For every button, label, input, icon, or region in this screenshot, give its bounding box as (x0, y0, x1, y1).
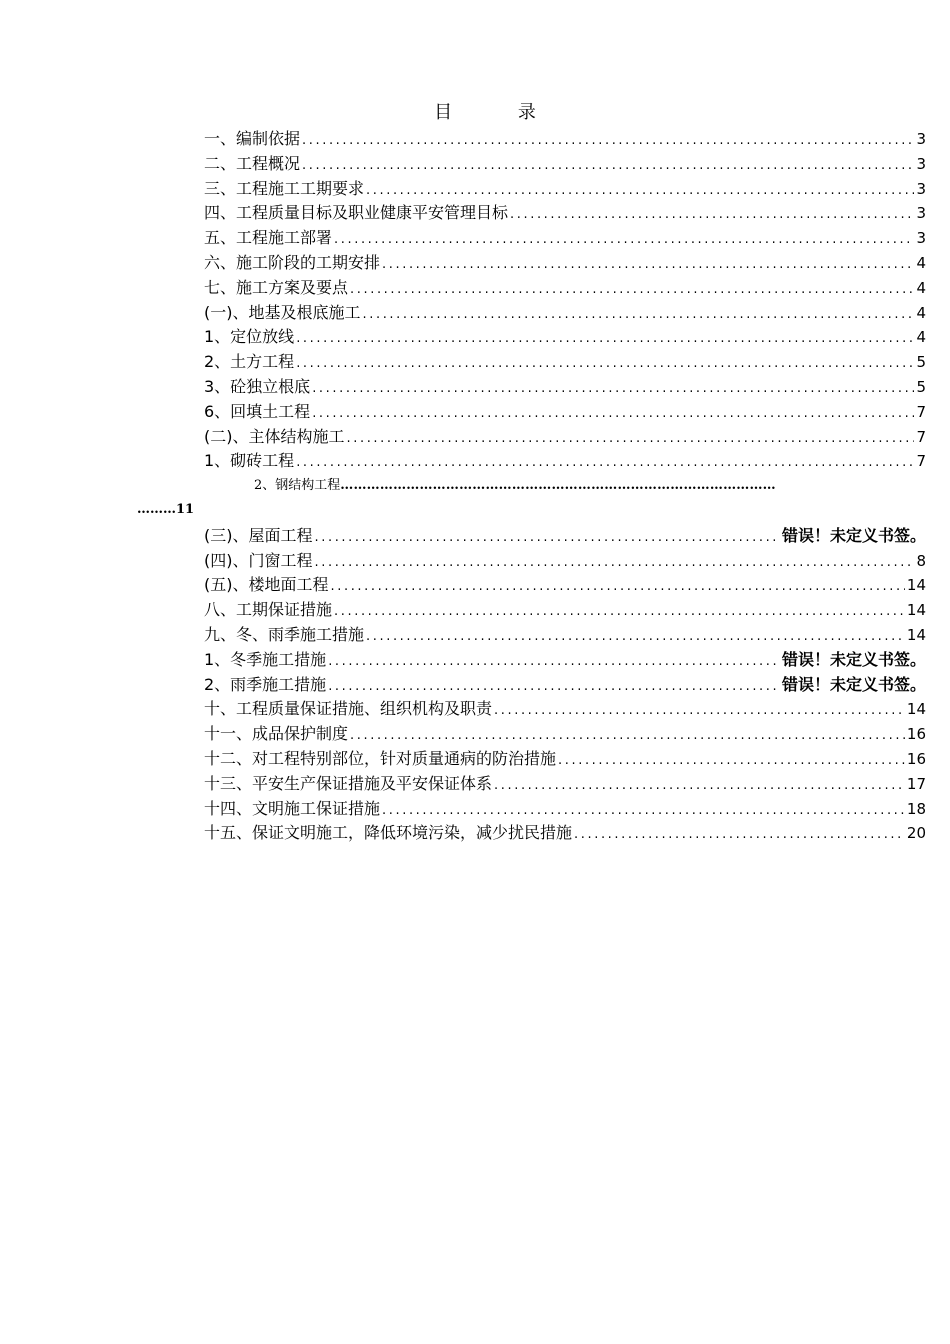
toc-entry-page: 3 (916, 179, 926, 198)
toc-entry-page: 14 (906, 625, 926, 644)
toc-entry[interactable] (204, 201, 926, 226)
toc-entry[interactable] (204, 425, 926, 450)
toc-entry-error: 错误！未定义书签。 (781, 674, 926, 694)
toc-entry[interactable] (204, 648, 926, 673)
toc-entry-text: 2、雨季施工措施 (204, 674, 327, 694)
toc-group-a (204, 127, 926, 474)
toc-entry-text: 十、工程质量保证措施、组织机构及职责 (204, 699, 493, 719)
toc-entry-page: 20 (906, 824, 926, 843)
toc-entry[interactable] (204, 524, 926, 549)
toc-entry-page: 3 (916, 229, 926, 248)
toc-entry-page: 4 (916, 303, 926, 322)
toc-entry-text: 1、冬季施工措施 (204, 649, 327, 669)
toc-entry-page: 8 (916, 551, 926, 570)
toc-entry[interactable] (204, 375, 926, 400)
toc-leader-dots (310, 377, 914, 400)
toc-entry-steel-structure[interactable] (204, 474, 926, 499)
toc-entry-text: 十二、对工程特别部位，针对质量通病的防治措施 (204, 748, 557, 768)
toc-entry-text: 十四、文明施工保证措施 (204, 798, 381, 818)
toc-entry-page: 4 (916, 328, 926, 347)
toc-leader-dots (313, 526, 780, 549)
toc-leader-dots (332, 600, 905, 623)
toc-leader-dots (300, 154, 914, 177)
toc-leader-dots (361, 303, 915, 326)
toc-entry-text: 6、回填土工程 (204, 401, 311, 421)
toc-entry[interactable] (204, 573, 926, 598)
toc-entry-page: 7 (916, 402, 926, 421)
toc-leader-dots (326, 650, 780, 673)
toc-wrap-spacer (204, 499, 926, 524)
toc-leader-dots (345, 427, 915, 450)
toc-entry[interactable] (204, 325, 926, 350)
toc-entry-page: 17 (906, 774, 926, 793)
toc-leader-dots (492, 774, 905, 797)
toc-entry-text: 2、土方工程 (204, 352, 295, 372)
toc-entry-page: 7 (916, 452, 926, 471)
toc-entry[interactable] (204, 598, 926, 623)
toc-entry-page: 3 (916, 204, 926, 223)
toc-entry[interactable] (204, 152, 926, 177)
toc-entry-text: 十五、保证文明施工，降低环境污染，减少扰民措施 (204, 823, 573, 843)
toc-entry[interactable] (204, 400, 926, 425)
toc-entry-page: 16 (906, 749, 926, 768)
toc-leader-dots (294, 352, 914, 375)
toc-entry-text: 1、定位放线 (204, 327, 295, 347)
toc-entry-text: (一)、地基及根底施工 (204, 302, 361, 322)
toc-entry-text: 十一、成品保护制度 (204, 724, 349, 744)
toc-leader-dots (294, 451, 914, 474)
toc-entry-page: 14 (906, 576, 926, 595)
toc-entry[interactable] (204, 821, 926, 846)
toc-entry[interactable] (204, 276, 926, 301)
toc-leader-dots (492, 699, 905, 722)
toc-leader-dots (348, 724, 905, 747)
toc-entry[interactable] (204, 549, 926, 574)
toc-entry-page: 3 (916, 154, 926, 173)
toc-entry[interactable] (204, 449, 926, 474)
toc-entry[interactable] (204, 127, 926, 152)
toc-leader-dots (364, 625, 905, 648)
toc-group-b (204, 524, 926, 846)
toc-entry[interactable] (204, 747, 926, 772)
toc-entry-page: 4 (916, 278, 926, 297)
toc-entry-text: (二)、主体结构施工 (204, 426, 345, 446)
toc-entry-page: 3 (916, 130, 926, 148)
toc-leader-dots: ……………………………………………………………………………………… (340, 478, 776, 494)
toc-leader-dots (508, 203, 914, 226)
toc-entry-page: 16 (906, 725, 926, 744)
toc-entry[interactable] (204, 772, 926, 797)
toc-entry-text: 四、工程质量目标及职业健康平安管理目标 (204, 203, 509, 223)
toc-entry[interactable] (204, 623, 926, 648)
toc-entry-page: 4 (916, 253, 926, 272)
toc-entry-page: 14 (906, 700, 926, 719)
toc-entry-text: 十三、平安生产保证措施及平安保证体系 (204, 773, 493, 793)
toc-entry-text: 七、施工方案及要点 (204, 277, 349, 297)
toc-entry[interactable] (204, 350, 926, 375)
toc-leader-dots (572, 823, 905, 846)
toc-entry[interactable] (204, 177, 926, 202)
toc-leader-dots (556, 749, 905, 772)
toc-entry-error: 错误！未定义书签。 (781, 649, 926, 669)
toc-leader-dots (364, 179, 914, 202)
toc-leader-dots (329, 575, 905, 598)
toc-leader-dots (300, 129, 914, 152)
toc-entry-page: 18 (906, 799, 926, 818)
toc-entry[interactable] (204, 722, 926, 747)
toc-leader-dots (332, 228, 914, 251)
table-of-contents (204, 127, 926, 846)
toc-entry-text: 六、施工阶段的工期安排 (204, 252, 381, 272)
toc-leader-dots (380, 253, 914, 276)
toc-entry-text: 1、砌砖工程 (204, 451, 295, 471)
toc-entry-text: 三、工程施工工期要求 (204, 178, 365, 198)
toc-entry[interactable] (204, 797, 926, 822)
toc-entry[interactable] (204, 697, 926, 722)
toc-entry-text: 九、冬、雨季施工措施 (204, 624, 365, 644)
toc-entry-text: (四)、门窗工程 (204, 550, 313, 570)
toc-entry[interactable] (204, 673, 926, 698)
toc-entry-text: 3、砼独立根底 (204, 376, 311, 396)
toc-entry-text: (三)、屋面工程 (204, 525, 313, 545)
toc-entry-page: 7 (916, 427, 926, 446)
toc-entry-label: 2、钢结构工程 (254, 478, 341, 494)
page-title: 目 录 (434, 102, 566, 123)
toc-entry[interactable] (204, 301, 926, 326)
toc-entry[interactable] (204, 226, 926, 251)
toc-entry-text: (五)、楼地面工程 (204, 575, 329, 595)
toc-leader-dots (310, 402, 914, 425)
toc-entry-text: 二、工程概况 (204, 153, 301, 173)
toc-leader-dots (380, 799, 905, 822)
toc-entry-page: 5 (916, 377, 926, 396)
toc-entry-page: 5 (916, 353, 926, 372)
toc-leader-dots (348, 278, 914, 301)
toc-leader-dots (294, 327, 914, 350)
toc-entry-error: 错误！未定义书签。 (781, 525, 926, 545)
toc-entry-text: 八、工期保证措施 (204, 600, 333, 620)
toc-leader-dots (326, 675, 780, 698)
toc-entry[interactable] (204, 251, 926, 276)
toc-entry-page: 14 (906, 601, 926, 620)
toc-entry-text: 一、编制依据 (204, 129, 301, 148)
toc-wrapped-page-number: ………11 (137, 502, 195, 517)
toc-leader-dots (313, 551, 915, 574)
toc-entry-text: 五、工程施工部署 (204, 228, 333, 248)
